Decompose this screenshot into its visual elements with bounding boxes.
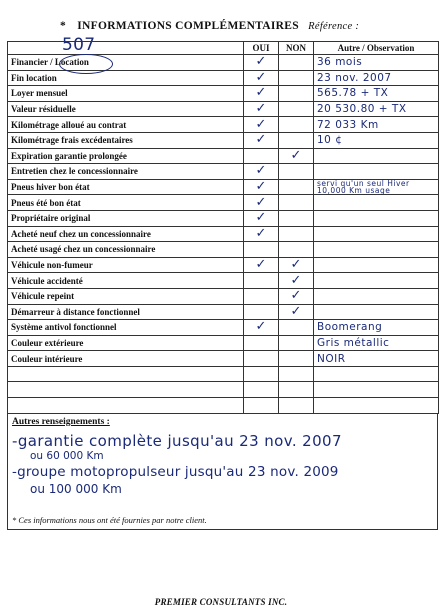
- cell-oui[interactable]: [244, 132, 279, 148]
- cell-oui[interactable]: [244, 288, 279, 304]
- header-oui: OUI: [244, 42, 279, 55]
- table-row: [8, 288, 439, 304]
- cell-non[interactable]: [279, 351, 314, 367]
- table-row: [8, 335, 439, 351]
- observation-text: Boomerang: [317, 321, 383, 334]
- checkmark-icon: ✓: [255, 70, 267, 85]
- row-label: Pneus hiver bon état: [8, 179, 244, 195]
- footnote: * Ces informations nous ont été fournies par notre client.: [12, 515, 207, 525]
- cell-oui[interactable]: [244, 195, 279, 211]
- row-label: Démarreur à distance fonctionnel: [8, 304, 244, 320]
- cell-observation[interactable]: [314, 132, 439, 148]
- observation-text: Gris métallic: [317, 336, 390, 349]
- circled-location-mark: [59, 54, 113, 74]
- cell-observation[interactable]: [314, 304, 439, 320]
- observation-text: 72 033 Km: [317, 118, 379, 131]
- row-label: Valeur résiduelle: [8, 101, 244, 117]
- cell-non[interactable]: [279, 288, 314, 304]
- other-info-section: [7, 413, 438, 530]
- cell-non[interactable]: [279, 335, 314, 351]
- cell-non[interactable]: [279, 179, 314, 195]
- cell-oui[interactable]: [244, 117, 279, 133]
- observation-text: 565.78 + TX: [317, 87, 389, 100]
- cell-oui[interactable]: [244, 164, 279, 180]
- table-row: [8, 164, 439, 180]
- notes-title: Autres renseignements :: [12, 417, 110, 427]
- checkmark-icon: ✓: [290, 304, 302, 319]
- cell-oui[interactable]: [244, 273, 279, 289]
- row-label: Loyer mensuel: [8, 86, 244, 102]
- header-non: NON: [279, 42, 314, 55]
- cell-observation[interactable]: [314, 164, 439, 180]
- checkmark-icon: ✓: [255, 116, 267, 132]
- cell-observation[interactable]: [314, 117, 439, 133]
- cell-non[interactable]: [279, 304, 314, 320]
- cell-oui[interactable]: [244, 320, 279, 336]
- cell-non[interactable]: [279, 86, 314, 102]
- cell-oui[interactable]: [244, 70, 279, 86]
- table-row: [8, 226, 439, 242]
- table-row: [8, 179, 439, 195]
- checkmark-icon: ✓: [290, 272, 302, 288]
- checkmark-icon: ✓: [255, 85, 267, 101]
- row-label: Système antivol fonctionnel: [8, 320, 244, 336]
- cell-oui[interactable]: [244, 242, 279, 258]
- table-row: [8, 398, 439, 414]
- company-name: PREMIER CONSULTANTS INC.: [154, 597, 288, 607]
- cell-observation[interactable]: [314, 210, 439, 226]
- table-row: [8, 86, 439, 102]
- cell-oui[interactable]: [244, 366, 279, 382]
- row-label: Kilométrage frais excédentaires: [8, 132, 244, 148]
- cell-observation[interactable]: [314, 351, 439, 367]
- row-label: [8, 382, 244, 398]
- cell-oui[interactable]: [244, 257, 279, 273]
- table-row: [8, 242, 439, 258]
- observation-text: servi qu'un seul Hiver: [317, 179, 410, 189]
- row-label: Couleur extérieure: [8, 335, 244, 351]
- observation-text: 20 530.80 + TX: [317, 103, 407, 116]
- cell-non[interactable]: [279, 101, 314, 117]
- cell-non[interactable]: [279, 320, 314, 336]
- row-label: [8, 398, 244, 414]
- row-label: Véhicule accidenté: [8, 273, 244, 289]
- observation-text: NOIR: [317, 352, 346, 365]
- row-label: Kilométrage alloué au contrat: [8, 117, 244, 133]
- observation-text: 23 nov. 2007: [317, 71, 392, 84]
- cell-observation[interactable]: [314, 70, 439, 86]
- cell-observation[interactable]: [314, 179, 439, 195]
- table-row: [8, 304, 439, 320]
- checkmark-icon: ✓: [255, 132, 267, 148]
- table-row: [8, 257, 439, 273]
- row-label: Financier / Location: [8, 55, 244, 71]
- cell-non[interactable]: [279, 226, 314, 242]
- row-label: Entretien chez le concessionnaire: [8, 164, 244, 180]
- row-label: Acheté neuf chez un concessionnaire: [8, 226, 244, 242]
- table-row: [8, 195, 439, 211]
- checkmark-icon: ✓: [255, 194, 267, 210]
- row-label: Pneus été bon état: [8, 195, 244, 211]
- checkmark-icon: ✓: [255, 179, 267, 195]
- cell-observation[interactable]: [314, 382, 439, 398]
- checkmark-icon: ✓: [290, 148, 302, 163]
- checkmark-icon: ✓: [255, 226, 267, 241]
- row-label: Véhicule non-fumeur: [8, 257, 244, 273]
- table-header-row: [8, 42, 439, 55]
- checkmark-icon: ✓: [255, 54, 267, 70]
- observation-text: 10 ¢: [317, 134, 343, 147]
- cell-non[interactable]: [279, 382, 314, 398]
- cell-oui[interactable]: [244, 179, 279, 195]
- checkmark-icon: ✓: [290, 288, 302, 304]
- table-row: [8, 366, 439, 382]
- table-row: [8, 101, 439, 117]
- table-row: [8, 117, 439, 133]
- cell-non[interactable]: [279, 398, 314, 414]
- cell-non[interactable]: [279, 132, 314, 148]
- cell-non[interactable]: [279, 195, 314, 211]
- row-label: Expiration garantie prolongée: [8, 148, 244, 164]
- asterisk-icon: *: [60, 20, 67, 32]
- cell-non[interactable]: [279, 366, 314, 382]
- table-row: [8, 351, 439, 367]
- table-row: [8, 273, 439, 289]
- form-title-text: INFORMATIONS COMPLÉMENTAIRES: [77, 20, 299, 32]
- row-label: [8, 366, 244, 382]
- cell-observation[interactable]: [314, 148, 439, 164]
- observation-text-2: 10,000 Km usage: [317, 186, 391, 195]
- cell-non[interactable]: [279, 242, 314, 258]
- cell-observation[interactable]: [314, 101, 439, 117]
- checkmark-icon: ✓: [255, 101, 267, 117]
- header-label-cell: [8, 42, 244, 55]
- cell-observation[interactable]: [314, 86, 439, 102]
- cell-observation[interactable]: [314, 320, 439, 336]
- cell-oui[interactable]: [244, 304, 279, 320]
- cell-non[interactable]: [279, 273, 314, 289]
- cell-observation[interactable]: [314, 242, 439, 258]
- table-row: [8, 132, 439, 148]
- cell-non[interactable]: [279, 257, 314, 273]
- cell-observation[interactable]: [314, 226, 439, 242]
- cell-oui[interactable]: [244, 210, 279, 226]
- reference-value: 507: [62, 35, 96, 55]
- row-label: Acheté usagé chez un concessionnaire: [8, 242, 244, 258]
- cell-oui[interactable]: [244, 86, 279, 102]
- note-line-warranty-km: ou 60 000 Km: [30, 450, 104, 462]
- table-row: [8, 148, 439, 164]
- cell-observation[interactable]: [314, 366, 439, 382]
- cell-oui[interactable]: [244, 382, 279, 398]
- cell-oui[interactable]: [244, 351, 279, 367]
- cell-non[interactable]: [279, 210, 314, 226]
- note-line-warranty: -garantie complète jusqu'au 23 nov. 2007: [12, 432, 342, 450]
- checkmark-icon: ✓: [255, 210, 267, 226]
- cell-oui[interactable]: [244, 335, 279, 351]
- cell-oui[interactable]: [244, 101, 279, 117]
- table-row: [8, 382, 439, 398]
- cell-oui[interactable]: [244, 226, 279, 242]
- note-line-powertrain-km: ou 100 000 Km: [30, 482, 122, 496]
- row-label: Propriétaire original: [8, 210, 244, 226]
- cell-oui[interactable]: [244, 398, 279, 414]
- checkmark-icon: ✓: [290, 257, 302, 273]
- row-label: Fin location: [8, 70, 244, 86]
- cell-observation[interactable]: [314, 257, 439, 273]
- cell-observation[interactable]: [314, 335, 439, 351]
- cell-non[interactable]: [279, 148, 314, 164]
- table-row: [8, 210, 439, 226]
- info-table: [7, 41, 439, 414]
- row-label: Couleur intérieure: [8, 351, 244, 367]
- cell-oui[interactable]: [244, 55, 279, 71]
- cell-observation[interactable]: [314, 195, 439, 211]
- cell-oui[interactable]: [244, 148, 279, 164]
- cell-non[interactable]: [279, 164, 314, 180]
- row-label: Véhicule repeint: [8, 288, 244, 304]
- cell-observation[interactable]: [314, 273, 439, 289]
- checkmark-icon: ✓: [255, 257, 267, 273]
- cell-non[interactable]: [279, 70, 314, 86]
- table-row: [8, 320, 439, 336]
- checkmark-icon: ✓: [255, 163, 267, 179]
- cell-non[interactable]: [279, 117, 314, 133]
- reference-label: Référence :: [308, 21, 360, 32]
- note-line-powertrain: -groupe motopropulseur jusqu'au 23 nov. 2009: [12, 464, 339, 480]
- cell-observation[interactable]: [314, 55, 439, 71]
- header-observation: Autre / Observation: [314, 42, 439, 55]
- cell-observation[interactable]: [314, 398, 439, 414]
- observation-text: 36 mois: [317, 56, 363, 69]
- checkmark-icon: ✓: [255, 319, 267, 335]
- cell-non[interactable]: [279, 55, 314, 71]
- cell-observation[interactable]: [314, 288, 439, 304]
